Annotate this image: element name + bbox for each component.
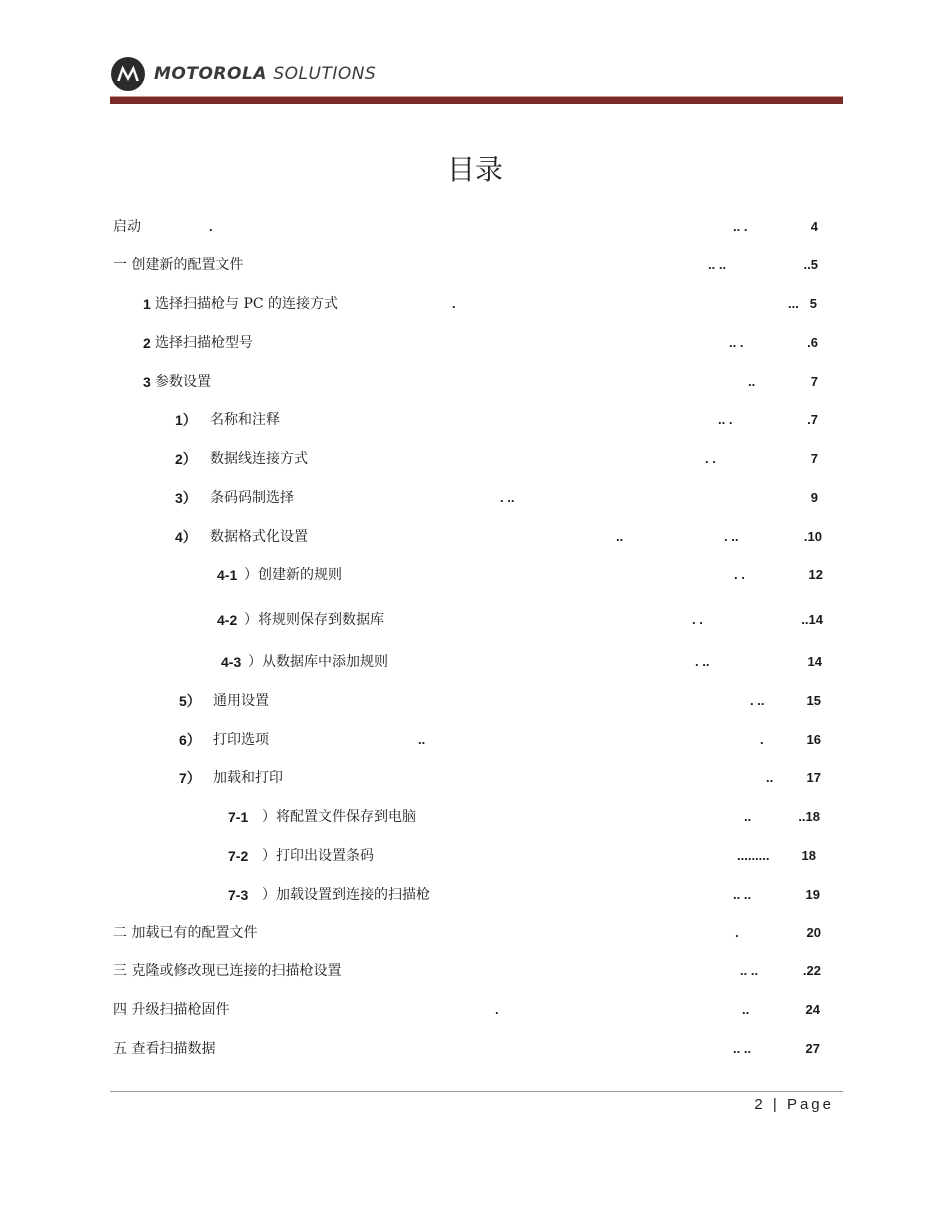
- toc-entry-number: 2: [143, 335, 151, 351]
- toc-page-number: 15: [806, 693, 821, 708]
- toc-page-number: 7: [810, 451, 818, 466]
- toc-entry-text: 加载和打印: [213, 770, 283, 786]
- toc-leader-dots: .: [495, 1002, 499, 1017]
- toc-leader-dots: ..: [742, 1002, 750, 1017]
- toc-page-number: 4: [810, 219, 818, 234]
- toc-entry-text: 通用设置: [213, 693, 269, 709]
- toc-entry-text: 五 查看扫描数据: [113, 1041, 216, 1057]
- toc-entry-text: ）创建新的规则: [244, 567, 342, 583]
- toc-page-number: ..14: [801, 612, 823, 627]
- toc-leader-dots: .. ..: [740, 963, 759, 978]
- toc-entry-number: 1: [143, 296, 151, 312]
- toc-entry-text: ）加载设置到连接的扫描枪: [262, 887, 430, 903]
- toc-page-number: 17: [806, 770, 821, 785]
- toc-leader-dots: .: [760, 732, 764, 747]
- toc-entry-text: 二 加载已有的配置文件: [113, 925, 258, 941]
- toc-page-number: 14: [807, 654, 822, 669]
- toc-entry-text: 四 升级扫描枪固件: [113, 1002, 230, 1018]
- toc-entry-text: 条码码制选择: [210, 490, 294, 506]
- toc-leader-dots: .: [209, 219, 213, 234]
- toc-page-number: 18: [801, 848, 816, 863]
- toc-leader-dots: .. .: [718, 412, 733, 427]
- toc-entry-text: ）打印出设置条码: [262, 848, 374, 864]
- toc-leader-dots: ..: [418, 732, 426, 747]
- toc-page-number: 19: [805, 887, 820, 902]
- motorola-solutions-logo: [110, 55, 376, 93]
- toc-leader-dots: . .: [705, 451, 716, 466]
- toc-leader-dots: . .: [734, 567, 745, 582]
- brand-light: SOLUTIONS: [273, 64, 377, 84]
- toc-entry-number: 4-2: [217, 612, 238, 628]
- motorola-batwing-logo-icon: [110, 56, 146, 92]
- toc-page-number: .7: [807, 412, 818, 427]
- toc-leader-dots: .. ..: [733, 887, 752, 902]
- toc-leader-dots: . .: [692, 612, 703, 627]
- toc-entry-text: 选择扫描枪与 PC 的连接方式: [155, 296, 339, 312]
- toc-leader-dots: . ..: [500, 490, 515, 505]
- toc-leader-dots: .: [452, 296, 456, 311]
- toc-entry-number: 5）: [179, 693, 201, 709]
- toc-entry-number: 7）: [179, 770, 201, 786]
- toc-entry-text: ）从数据库中添加规则: [248, 654, 388, 670]
- toc-page-number: 5: [809, 296, 817, 311]
- toc-leader-dots: .. .: [729, 335, 744, 350]
- brand-bold: MOTOROLA: [154, 64, 267, 84]
- toc-entry-text: 一 创建新的配置文件: [113, 257, 244, 273]
- toc-leader-dots: ..: [766, 770, 774, 785]
- toc-page-number: ..5: [803, 257, 818, 272]
- toc-leader-dots: ..: [744, 809, 752, 824]
- toc-page-number: ..18: [798, 809, 820, 824]
- brand-name: [154, 64, 376, 84]
- toc-entry-text: 参数设置: [155, 374, 211, 390]
- toc-entry-text: 三 克隆或修改现已连接的扫描枪设置: [113, 963, 342, 979]
- toc-entry-text: 打印选项: [213, 732, 269, 748]
- header-rule: [110, 97, 843, 104]
- toc-page-number: .6: [807, 335, 818, 350]
- toc-leader-dots: ..: [748, 374, 756, 389]
- toc-page-number: 27: [805, 1041, 820, 1056]
- toc-entry-number: 4）: [175, 529, 197, 545]
- toc-entry-number: 6）: [179, 732, 201, 748]
- toc-page-number: 20: [806, 925, 821, 940]
- toc-entry-number: 2）: [175, 451, 197, 467]
- toc-leader-dots: . ..: [695, 654, 710, 669]
- toc-entry-text: 启动: [113, 219, 141, 235]
- toc-page-number: .22: [802, 963, 821, 978]
- toc-leader-dots: .. ..: [733, 1041, 752, 1056]
- toc-page-number: 12: [808, 567, 823, 582]
- page-number: 2 | Page: [754, 1096, 834, 1113]
- toc-entry-text: ）将配置文件保存到电脑: [262, 809, 416, 825]
- toc-leader-dots: ...: [788, 296, 799, 311]
- toc-entry-number: 4-3: [221, 654, 242, 670]
- toc-page-number: 16: [806, 732, 821, 747]
- toc-leader-dots: .: [735, 925, 739, 940]
- toc-leader-dots: ..: [616, 529, 624, 544]
- toc-leader-dots: .. ..: [708, 257, 727, 272]
- toc-page-number: 24: [805, 1002, 820, 1017]
- toc-entry-number: 4-1: [217, 567, 238, 583]
- footer-rule: [110, 1091, 843, 1092]
- toc-leader-dots: . ..: [750, 693, 765, 708]
- toc-entry-text: 选择扫描枪型号: [155, 335, 253, 351]
- toc-page-number: 7: [810, 374, 818, 389]
- toc-leader-dots: . ..: [724, 529, 739, 544]
- toc-entry-text: 数据线连接方式: [210, 451, 308, 467]
- toc-entry-number: 3: [143, 374, 151, 390]
- toc-entry-number: 3）: [175, 490, 197, 506]
- toc-entry-number: 7-3: [228, 887, 249, 903]
- toc-entry-text: ）将规则保存到数据库: [244, 612, 384, 628]
- toc-page-number: .10: [803, 529, 822, 544]
- toc-entry-number: 1）: [175, 412, 197, 428]
- toc-leader-dots: .. .: [733, 219, 748, 234]
- toc-entry-number: 7-1: [228, 809, 249, 825]
- toc-leader-dots: .........: [737, 848, 770, 863]
- toc-page-number: 9: [810, 490, 818, 505]
- toc-entry-text: 名称和注释: [210, 412, 280, 428]
- toc-entry-number: 7-2: [228, 848, 249, 864]
- toc-title: 目录: [446, 153, 503, 186]
- toc-entry-text: 数据格式化设置: [210, 529, 308, 545]
